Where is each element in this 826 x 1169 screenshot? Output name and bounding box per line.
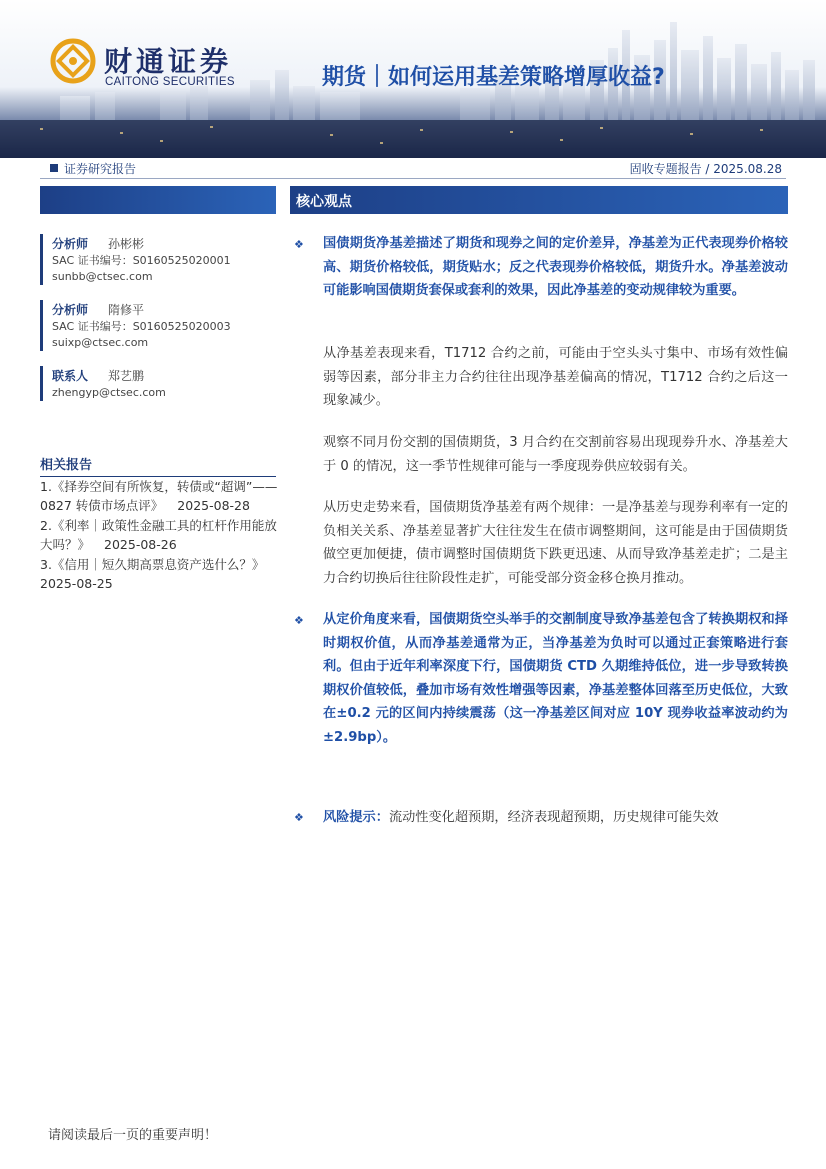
report-category-date: 固收专题报告 / 2025.08.28 — [629, 162, 782, 176]
analyst-name: 孙彬彬 — [108, 237, 145, 251]
related-report-title: 3.《信用｜短久期高票息资产选什么？》 — [40, 557, 265, 572]
analyst-role: 分析师 — [52, 237, 89, 251]
related-reports-title: 相关报告 — [40, 454, 276, 477]
section-title: 核心观点 — [296, 194, 352, 210]
contact-name: 郑艺鹏 — [108, 369, 145, 383]
body-paragraph: 观察不同月份交割的国债期货，3 月合约在交割前容易出现现券升水、净基差大于 0 的情况，这一季节性规律可能与一季度现券供应较弱有关。 — [323, 435, 788, 474]
analyst-card — [40, 234, 288, 285]
related-report-date: 2025-08-26 — [104, 536, 177, 552]
related-report-item[interactable] — [40, 517, 280, 554]
header-divider — [40, 178, 786, 179]
related-report-item[interactable] — [40, 478, 280, 515]
page-title: 期货｜如何运用基差策略增厚收益? — [322, 65, 665, 90]
contact-email[interactable]: zhengyp@ctsec.com — [52, 386, 166, 399]
analyst-email[interactable]: suixp@ctsec.com — [52, 336, 149, 349]
company-name-en: CAITONG SECURITIES — [105, 76, 235, 88]
diamond-bullet-icon: ❖ — [294, 238, 304, 251]
contact-role: 联系人 — [52, 369, 89, 383]
key-point-paragraph: 从定价角度来看，国债期货空头举手的交割制度导致净基差包含了转换期权和择时期权价值，从而净基差通常为正，当净基差为负时可以通过正套策略进行套利。但由于近年利率深度下行，国债期货 CTD 久期维持低位，进一步导致转换期权价值较低，叠加市场有效性增强等因素，净基差整体回落至历史低位，大致在±0.2 元的区间内持续震荡（这一净基差区间对应 10Y 现券收益率波动约为±2.9bp）。 — [323, 612, 788, 745]
company-name-cn: 财通证券 — [104, 45, 233, 78]
related-report-title: 1.《择券空间有所恢复，转债或“超调”——0827 转债市场点评》 — [40, 479, 278, 513]
caitong-logo-icon — [50, 38, 96, 84]
contact-card — [40, 366, 288, 401]
report-type-label: 证券研究报告 — [64, 162, 137, 176]
diamond-bullet-icon: ❖ — [294, 614, 304, 627]
body-paragraph: 从历史走势来看，国债期货净基差有两个规律：一是净基差与现券利率有一定的负相关关系、净基差显著扩大往往发生在债市调整期间，这可能是由于国债期货做空更加便捷，债市调整时国债期货下跌更迅速、从而导致净基差走扩；二是主力合约切换后往往阶段性走扩，可能受部分资金移仓换月推动。 — [323, 500, 788, 586]
related-report-date: 2025-08-28 — [177, 497, 250, 513]
section-title-bar — [290, 186, 788, 214]
body-paragraph: 从净基差表现来看，T1712 合约之前，可能由于空头头寸集中、市场有效性偏弱等因素，部分非主力合约往往出现净基差偏高的情况，T1712 合约之后这一现象减少。 — [323, 346, 788, 408]
risk-warning — [323, 806, 788, 829]
analyst-role: 分析师 — [52, 303, 89, 317]
analyst-card — [40, 300, 288, 351]
risk-text: 流动性变化超预期，经济表现超预期，历史规律可能失效 — [388, 810, 719, 825]
analyst-license: SAC 证书编号：S0160525020001 — [52, 254, 231, 267]
disclaimer-note: 请阅读最后一页的重要声明！ — [48, 1128, 218, 1143]
related-report-item[interactable] — [40, 556, 280, 593]
square-marker-icon — [50, 164, 58, 172]
key-point-paragraph: 国债期货净基差描述了期货和现券之间的定价差异，净基差为正代表现券价格较高、期货价格较低，期货贴水；反之代表现券价格较低，期货升水。净基差波动可能影响国债期货套保或套利的效果，因此净基差的变动规律较为重要。 — [323, 236, 788, 298]
sidebar-title-bar — [40, 186, 276, 214]
report-header — [0, 0, 826, 158]
related-report-title: 2.《利率｜政策性金融工具的杠杆作用能放大吗？》 — [40, 518, 277, 552]
analyst-name: 隋修平 — [108, 303, 145, 317]
related-reports-list — [40, 478, 280, 595]
report-type — [50, 160, 136, 177]
related-report-date: 2025-08-25 — [40, 575, 113, 591]
analyst-email[interactable]: sunbb@ctsec.com — [52, 270, 153, 283]
analyst-license: SAC 证书编号：S0160525020003 — [52, 320, 231, 333]
diamond-bullet-icon: ❖ — [294, 811, 304, 824]
risk-label: 风险提示： — [323, 810, 389, 825]
